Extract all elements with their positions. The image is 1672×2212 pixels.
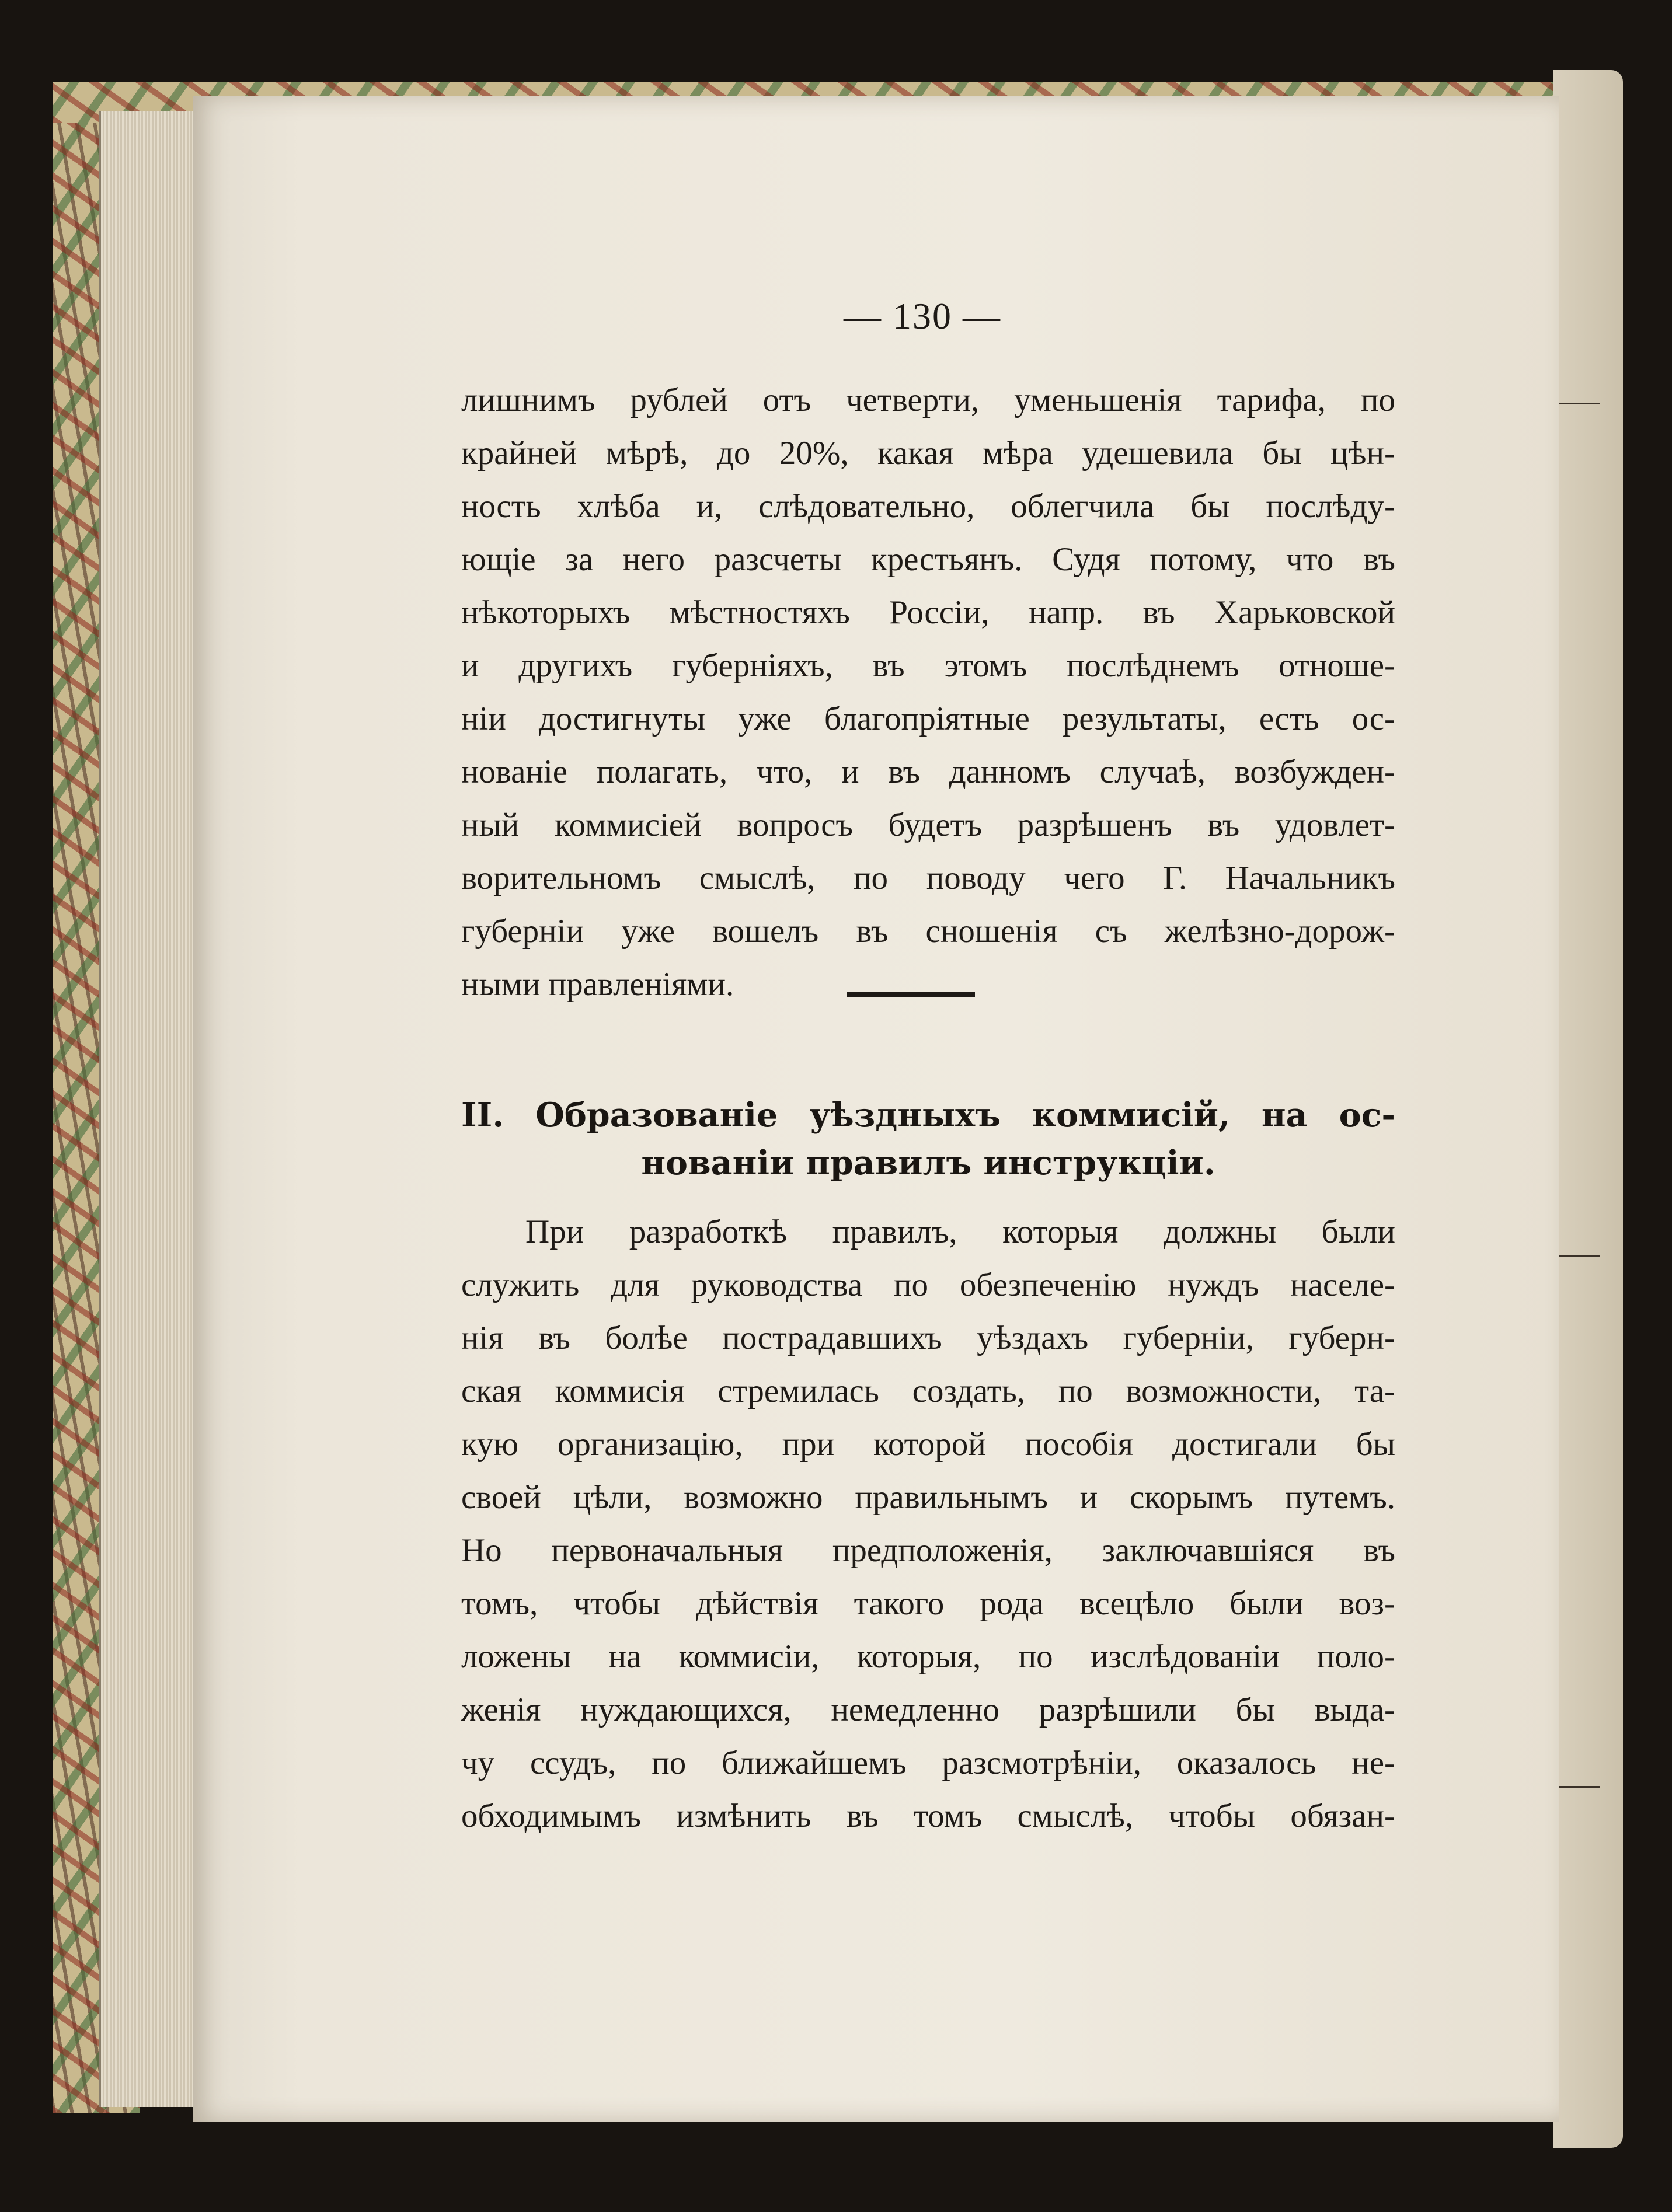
text-line: и другихъ губерніяхъ, въ этомъ послѣднемъ отноше- [461, 647, 1395, 684]
heading-line-2: нованіи правилъ инструкціи. [641, 1143, 1215, 1182]
text-line: обходимымъ измѣнить въ томъ смыслѣ, чтобы обязан- [461, 1798, 1395, 1834]
text-line: ніи достигнуты уже благопріятные результаты, есть ос- [461, 700, 1395, 737]
text-line: Но первоначальныя предположенія, заключавшіяся въ [461, 1532, 1395, 1569]
text-line: ская коммисія стремилась создать, по возможности, та- [461, 1373, 1395, 1409]
text-line: При разработкѣ правилъ, которыя должны были [525, 1213, 1395, 1250]
text-line: губерніи уже вошелъ въ сношенія съ желѣзно-дорож- [461, 913, 1395, 950]
text-line: томъ, чтобы дѣйствія такого рода всецѣло были воз- [461, 1585, 1395, 1622]
paragraph-2 [461, 1205, 1395, 1843]
text-line: кую организацію, при которой пособія достигали бы [461, 1426, 1395, 1463]
section-divider [847, 992, 975, 997]
section-heading [461, 1091, 1395, 1187]
text-line: нованіе полагать, что, и въ данномъ случаѣ, возбужден- [461, 753, 1395, 790]
page-block-edges [99, 111, 206, 2107]
text-line: чу ссудъ, по ближайшемъ разсмотрѣніи, оказалось не- [461, 1745, 1395, 1781]
page-number: — 130 — [844, 295, 1001, 337]
text-line: ными правленіями. [461, 966, 734, 1003]
text-line: лишнимъ рублей отъ четверти, уменьшенія тарифа, по [461, 382, 1395, 418]
text-line: ющіе за него разсчеты крестьянъ. Судя потому, что въ [461, 541, 1395, 578]
paragraph-1 [461, 374, 1395, 1011]
next-page-edge [1553, 70, 1623, 2148]
text-line: нія въ болѣе пострадавшихъ уѣздахъ губерніи, губерн- [461, 1320, 1395, 1356]
text-line: женія нуждающихся, немедленно разрѣшили бы выда- [461, 1691, 1395, 1728]
text-line: ный коммисіей вопросъ будетъ разрѣшенъ въ удовлет- [461, 807, 1395, 843]
heading-line-1: II. Образованіе уѣздныхъ коммисій, на ос- [461, 1095, 1395, 1135]
page-edge-mark [1559, 403, 1600, 404]
text-line: ность хлѣба и, слѣдовательно, облегчила бы послѣду- [461, 488, 1395, 525]
page-edge-mark [1559, 1786, 1600, 1788]
text-line: ворительномъ смыслѣ, по поводу чего Г. Начальникъ [461, 860, 1395, 896]
text-line: служить для руководства по обезпеченію нуждъ населе- [461, 1267, 1395, 1303]
text-line: крайней мѣрѣ, до 20%, какая мѣра удешевила бы цѣн- [461, 435, 1395, 472]
text-line: своей цѣли, возможно правильнымъ и скорымъ путемъ. [461, 1479, 1395, 1516]
text-line: ложены на коммисіи, которыя, по изслѣдованіи поло- [461, 1638, 1395, 1675]
text-line: нѣкоторыхъ мѣстностяхъ Россіи, напр. въ Харьковской [461, 594, 1395, 631]
page-edge-mark [1559, 1255, 1600, 1257]
